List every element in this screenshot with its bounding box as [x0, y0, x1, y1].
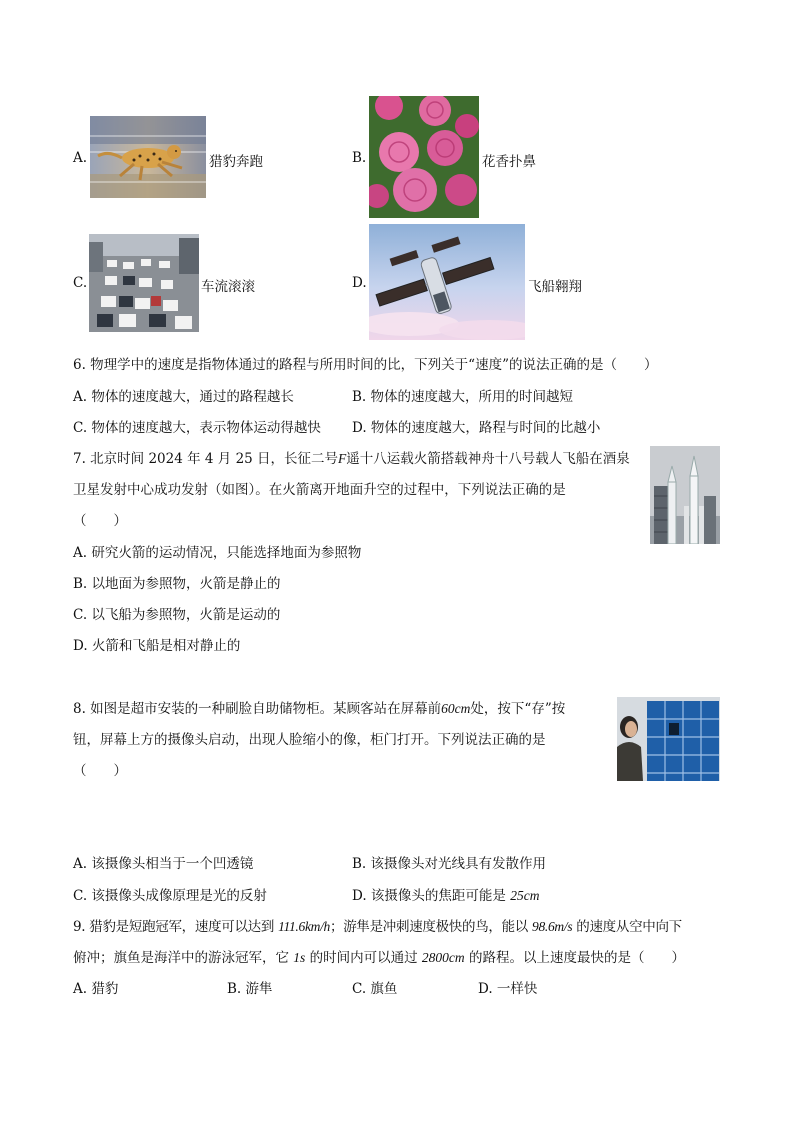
locker-photo [617, 697, 720, 781]
q9-stem-line1: 9. 猎豹是短跑冠军，速度可以达到 111.6km/h；游隼是冲刺速度极快的鸟，能以 98.6m/s 的速度从空中向下 [73, 919, 682, 935]
q6-option-a: A. 物体的速度越大，通过的路程越长 [73, 389, 294, 405]
space-station-photo [369, 224, 525, 340]
q8-option-c: C. 该摄像头成像原理是光的反射 [73, 888, 267, 904]
rocket-launch-photo [650, 446, 720, 544]
q5-option-b-text: 花香扑鼻 [482, 154, 536, 170]
q6-option-d: D. 物体的速度越大，路程与时间的比越小 [352, 420, 601, 436]
q8-option-d: D. 该摄像头的焦距可能是 25cm [352, 888, 540, 904]
q5-option-a-text: 猎豹奔跑 [209, 154, 263, 170]
q9-option-c: C. 旗鱼 [352, 981, 398, 997]
pink-flowers-photo [369, 96, 479, 218]
q7-option-d: D. 火箭和飞船是相对静止的 [73, 638, 241, 654]
traffic-jam-photo [89, 234, 199, 332]
q6-option-c: C. 物体的速度越大，表示物体运动得越快 [73, 420, 321, 436]
q9-option-b: B. 游隼 [227, 981, 273, 997]
q7-stem-line3: （ ） [73, 513, 127, 529]
q6-stem: 6. 物理学中的速度是指物体通过的路程与所用时间的比，下列关于“速度”的说法正确的是（ ） [73, 357, 658, 373]
cheetah-running-photo [90, 116, 206, 198]
q7-option-b: B. 以地面为参照物，火箭是静止的 [73, 576, 281, 592]
q5-option-d-letter: D. [352, 275, 367, 291]
q5-option-a-letter: A. [73, 150, 88, 166]
q8-option-b: B. 该摄像头对光线具有发散作用 [352, 856, 547, 872]
q9-stem-line2: 俯冲；旗鱼是海洋中的游泳冠军，它 1s 的时间内可以通过 2800cm 的路程。以上速度最快的是（ ） [73, 950, 685, 966]
q7-option-c: C. 以飞船为参照物，火箭是运动的 [73, 607, 281, 623]
q8-stem-line2: 钮，屏幕上方的摄像头启动，出现人脸缩小的像，柜门打开。下列说法正确的是 [73, 732, 546, 748]
q8-option-a: A. 该摄像头相当于一个凹透镜 [73, 856, 254, 872]
q9-option-d: D. 一样快 [478, 981, 538, 997]
q9-option-a: A. 猎豹 [73, 981, 119, 997]
q5-option-d-text: 飞船翱翔 [528, 279, 582, 295]
q8-stem-line3: （ ） [73, 763, 127, 779]
q7-stem-line2: 卫星发射中心成功发射（如图）。在火箭离开地面升空的过程中，下列说法正确的是 [73, 482, 566, 498]
q5-option-c-text: 车流滚滚 [201, 279, 255, 295]
q6-option-b: B. 物体的速度越大，所用的时间越短 [352, 389, 574, 405]
q7-option-a: A. 研究火箭的运动情况，只能选择地面为参照物 [73, 545, 362, 561]
q5-option-b-letter: B. [352, 150, 367, 166]
q8-stem-line1: 8. 如图是超市安装的一种刷脸自助储物柜。某顾客站在屏幕前60cm处，按下“存”按 [73, 701, 566, 717]
q5-option-c-letter: C. [73, 275, 88, 291]
q7-stem-line1: 7. 北京时间 2024 年 4 月 25 日，长征二号F遥十八运载火箭搭载神舟十八号载人飞船在酒泉 [73, 451, 630, 467]
